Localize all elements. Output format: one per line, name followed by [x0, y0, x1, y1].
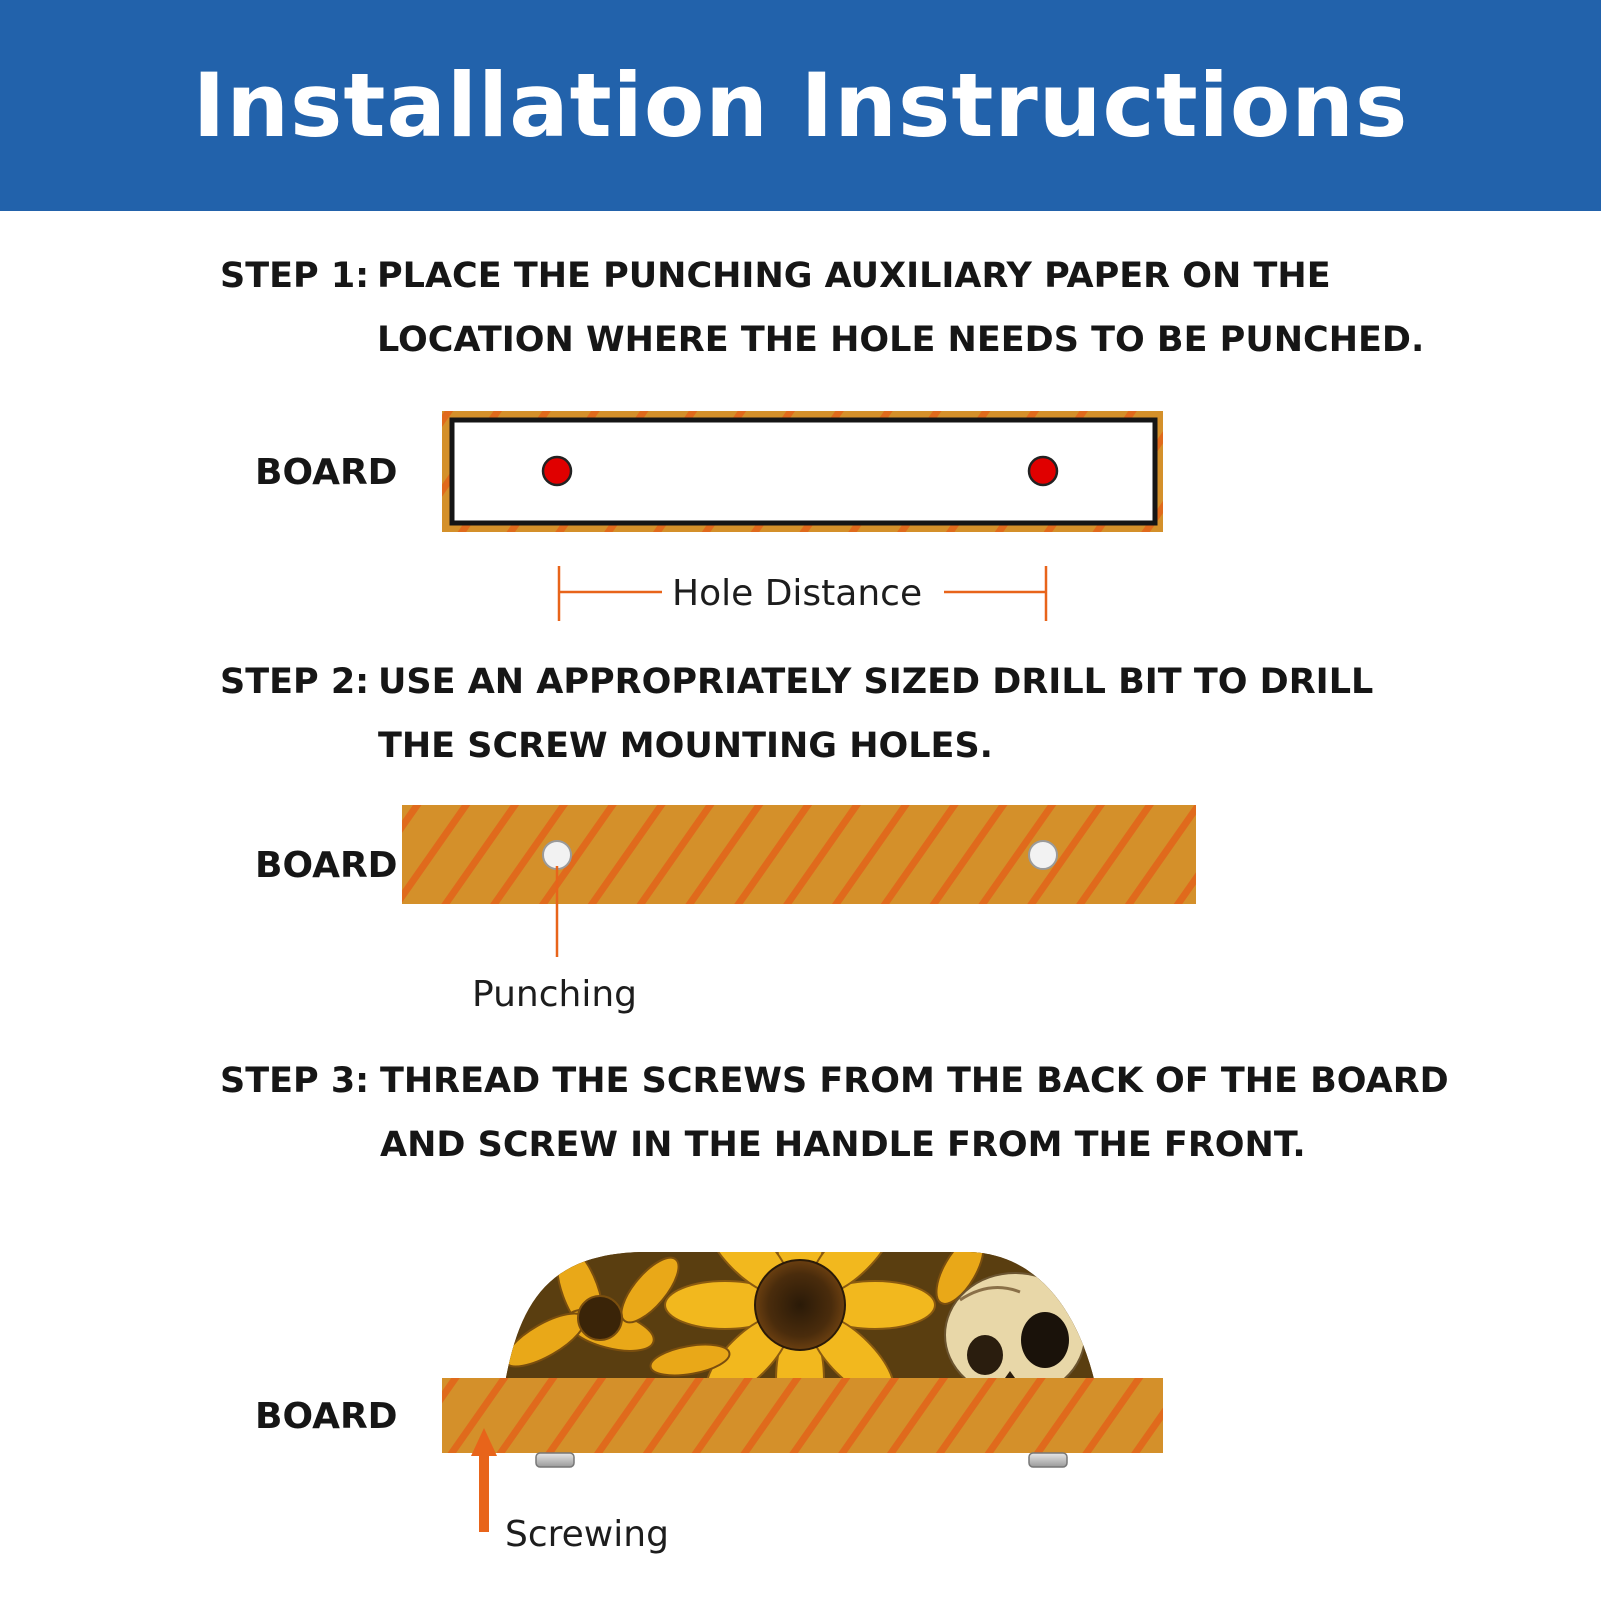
board-3: [442, 1378, 1163, 1453]
page-title: Installation Instructions: [192, 54, 1409, 157]
drilled-hole-right: [1029, 841, 1057, 869]
board-with-paper: [442, 411, 1163, 532]
step-1-label: STEP 1:: [220, 256, 370, 296]
drilled-board: [402, 805, 1196, 957]
board-2: [402, 805, 1196, 904]
hole-marker-left: [543, 457, 571, 485]
board-label-2: BOARD: [255, 845, 398, 886]
hole-distance-label: Hole Distance: [672, 573, 923, 614]
drilled-hole-left: [543, 841, 571, 869]
step-2-line-1: USE AN APPROPRIATELY SIZED DRILL BIT TO DRILL: [378, 662, 1374, 702]
step-2-line-2: THE SCREW MOUNTING HOLES.: [378, 726, 993, 766]
step-3-label: STEP 3:: [220, 1061, 370, 1101]
step-2-label: STEP 2:: [220, 662, 370, 702]
board-label-3: BOARD: [255, 1396, 398, 1437]
hole-marker-right: [1029, 457, 1057, 485]
screw-right: [1029, 1453, 1067, 1467]
screwing-label: Screwing: [505, 1514, 669, 1555]
step-1-line-1: PLACE THE PUNCHING AUXILIARY PAPER ON THE: [377, 256, 1331, 296]
board-label-1: BOARD: [255, 452, 398, 493]
punching-label: Punching: [472, 974, 637, 1015]
step-3-line-2: AND SCREW IN THE HANDLE FROM THE FRONT.: [380, 1125, 1306, 1165]
step-1-line-2: LOCATION WHERE THE HOLE NEEDS TO BE PUNCHED.: [377, 320, 1425, 360]
hole-distance-dimension: [559, 566, 1046, 621]
screw-left: [536, 1453, 574, 1467]
handle-assembly: [442, 1170, 1163, 1532]
step-3-line-1: THREAD THE SCREWS FROM THE BACK OF THE BOARD: [380, 1061, 1449, 1101]
